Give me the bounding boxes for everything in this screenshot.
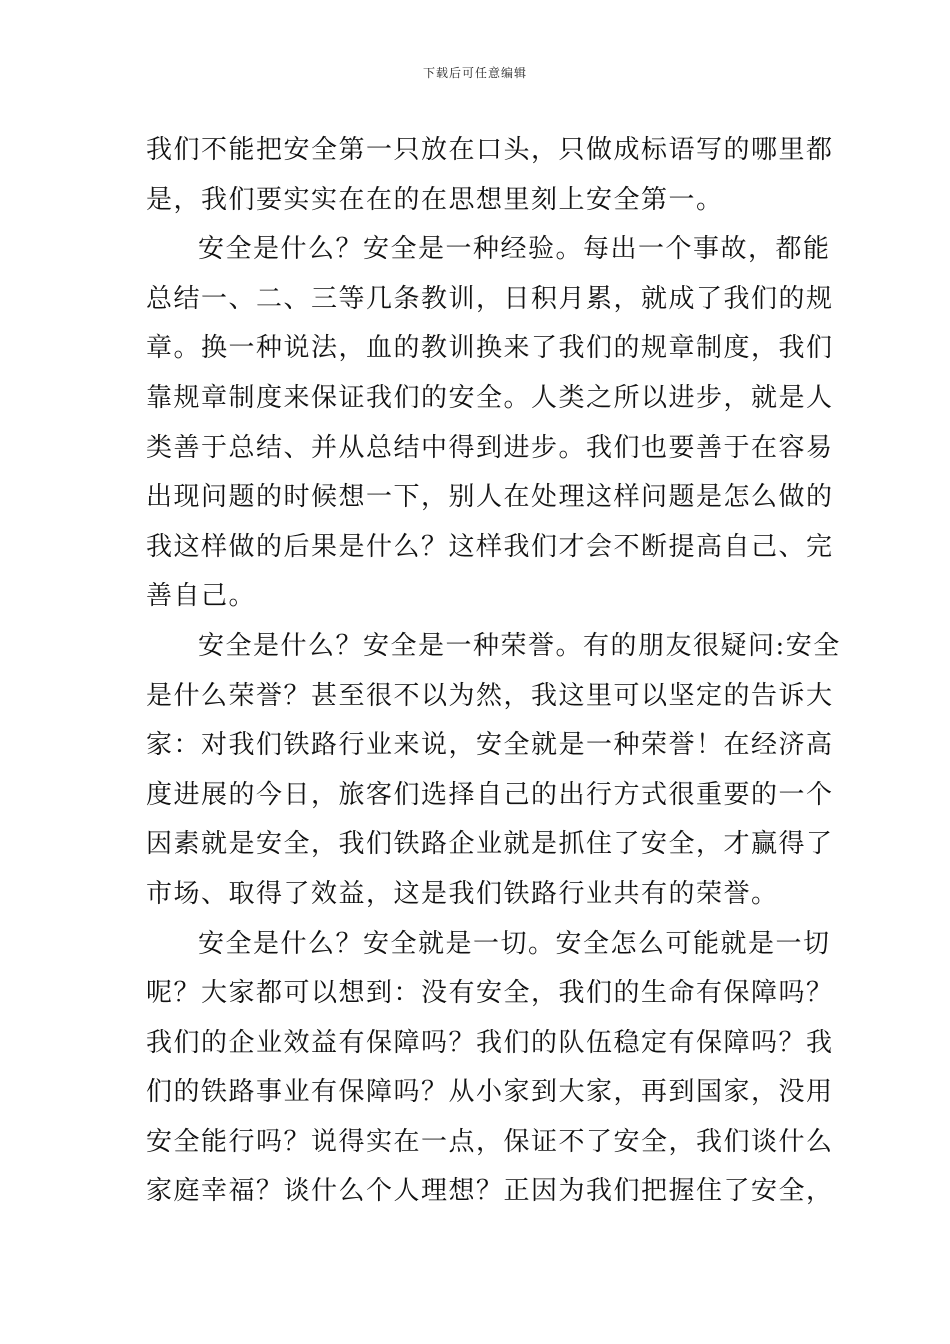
- text-line: 我这样做的后果是什么？这样我们才会不断提高自己、完: [146, 531, 834, 562]
- text-line: 安全是什么？安全是一种经验。每出一个事故，都能: [198, 234, 831, 265]
- text-line: 家：对我们铁路行业来说，安全就是一种荣誉！在经济高: [146, 730, 834, 761]
- text-line: 出现问题的时候想一下，别人在处理这样问题是怎么做的: [146, 482, 834, 513]
- text-line: 我们的企业效益有保障吗？我们的队伍稳定有保障吗？我: [146, 1027, 834, 1058]
- text-line: 们的铁路事业有保障吗？从小家到大家，再到国家，没用: [146, 1077, 834, 1108]
- text-line: 安全是什么？安全是一种荣誉。有的朋友很疑问:安全: [198, 630, 841, 661]
- page-header: 下载后可任意编辑: [422, 66, 527, 80]
- text-line: 类善于总结、并从总结中得到进步。我们也要善于在容易: [146, 432, 834, 463]
- text-line: 市场、取得了效益，这是我们铁路行业共有的荣誉。: [146, 878, 779, 909]
- text-line: 因素就是安全，我们铁路企业就是抓住了安全，才赢得了: [146, 829, 834, 860]
- text-line: 我们不能把安全第一只放在口头，只做成标语写的哪里都: [146, 135, 834, 165]
- text-line: 总结一、二、三等几条教训，日积月累，就成了我们的规: [146, 283, 834, 314]
- text-line: 度进展的今日，旅客们选择自己的出行方式很重要的一个: [146, 779, 834, 810]
- text-line: 是，我们要实实在在的在思想里刻上安全第一。: [146, 184, 724, 215]
- text-line: 靠规章制度来保证我们的安全。人类之所以进步，就是人: [146, 382, 834, 413]
- text-line: 家庭幸福？谈什么个人理想？正因为我们把握住了安全，: [146, 1176, 834, 1207]
- text-line: 章。换一种说法，血的教训换来了我们的规章制度，我们: [146, 333, 834, 364]
- text-line: 呢？大家都可以想到：没有安全，我们的生命有保障吗？: [146, 978, 834, 1009]
- text-line: 是什么荣誉？甚至很不以为然，我这里可以坚定的告诉大: [146, 680, 834, 711]
- text-line: 安全能行吗？说得实在一点，保证不了安全，我们谈什么: [146, 1126, 834, 1157]
- text-line: 安全是什么？安全就是一切。安全怎么可能就是一切: [198, 928, 831, 959]
- body-text: [146, 126, 841, 1217]
- text-line: 善自己。: [146, 581, 257, 612]
